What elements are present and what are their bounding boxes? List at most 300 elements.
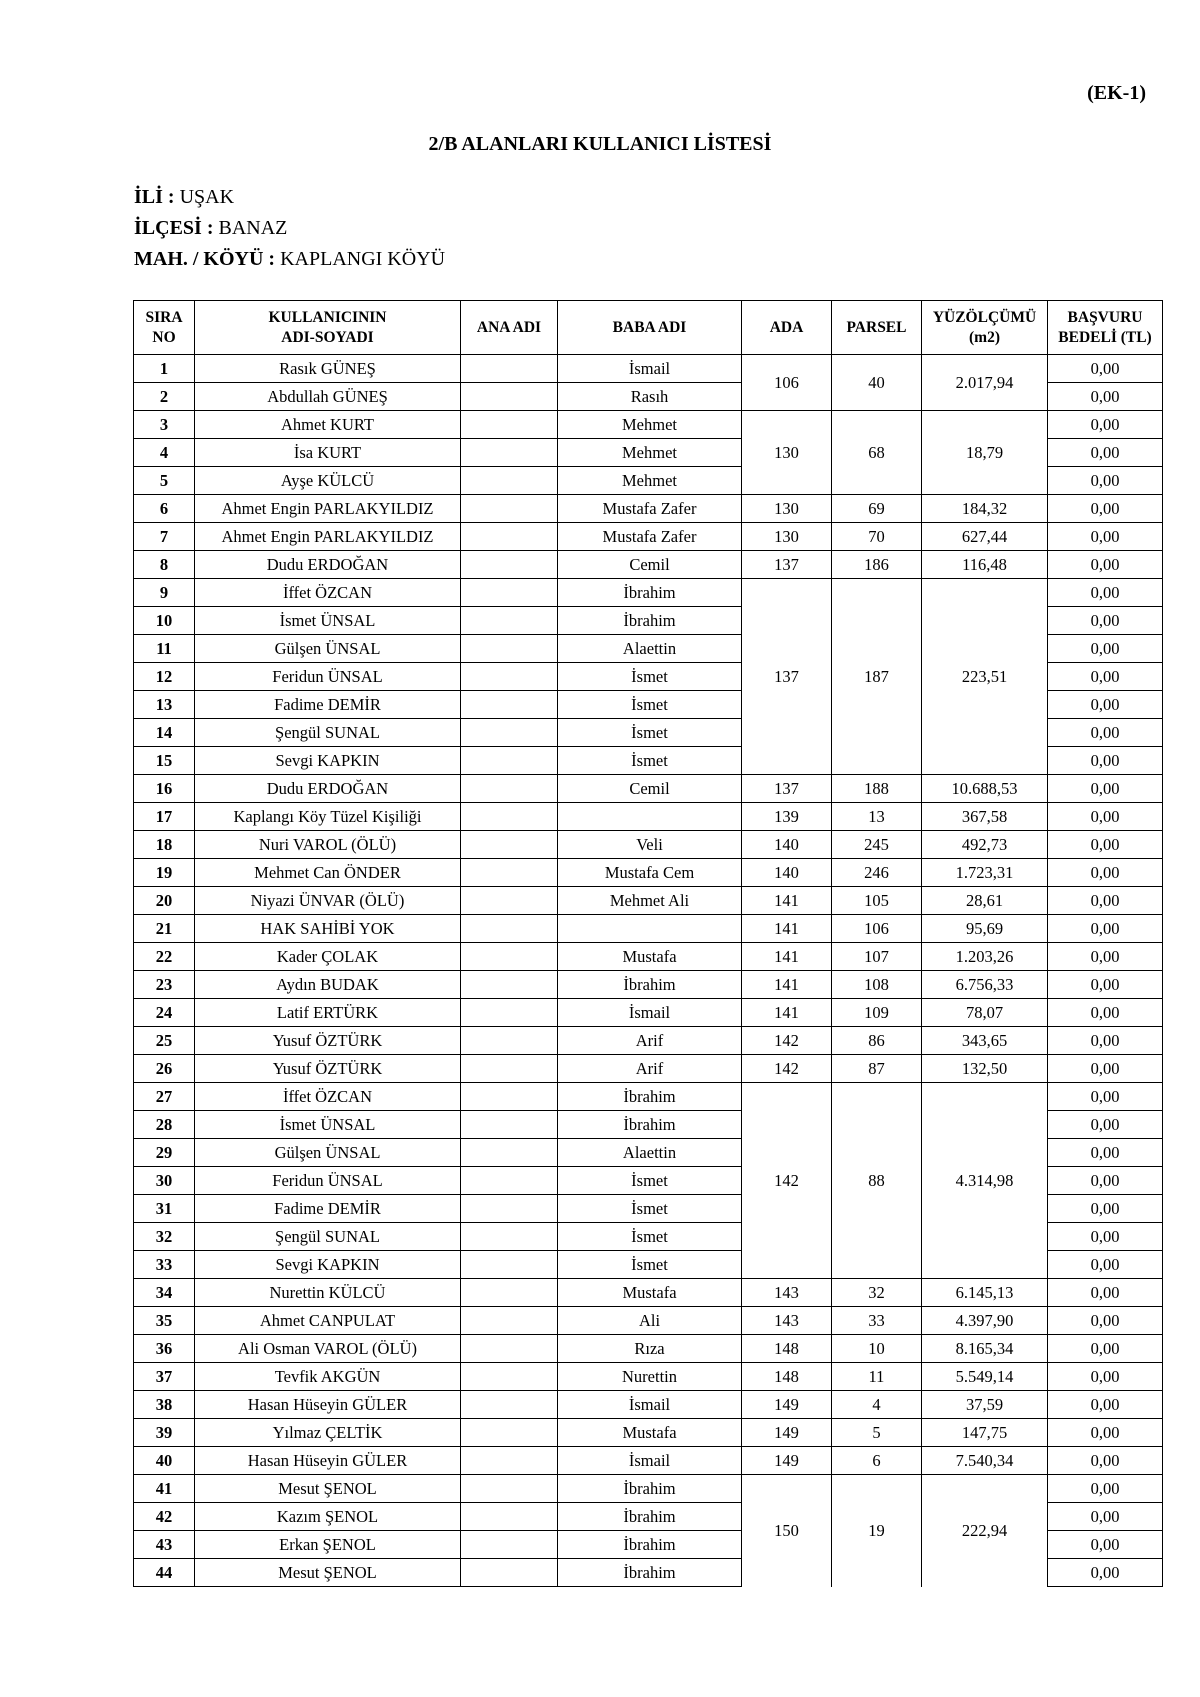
row-ada: 142 <box>742 1027 832 1055</box>
row-fee: 0,00 <box>1048 467 1163 495</box>
row-father: Cemil <box>558 775 742 803</box>
table-row <box>134 1475 1163 1503</box>
row-no: 25 <box>134 1027 195 1055</box>
row-mother <box>461 467 558 495</box>
table-row <box>134 1083 1163 1111</box>
row-mother <box>461 1055 558 1083</box>
row-yuz: 95,69 <box>922 915 1048 943</box>
row-name: Mesut ŞENOL <box>195 1475 461 1503</box>
row-mother <box>461 803 558 831</box>
row-no: 37 <box>134 1363 195 1391</box>
row-yuz: 343,65 <box>922 1027 1048 1055</box>
table-row <box>134 887 1163 915</box>
page-title: 2/B ALANLARI KULLANICI LİSTESİ <box>428 133 772 155</box>
row-father: Mehmet Ali <box>558 887 742 915</box>
row-name: Sevgi KAPKIN <box>195 747 461 775</box>
row-name: Nurettin KÜLCÜ <box>195 1279 461 1307</box>
row-name: Yusuf ÖZTÜRK <box>195 1055 461 1083</box>
row-fee: 0,00 <box>1048 999 1163 1027</box>
row-name: Fadime DEMİR <box>195 1195 461 1223</box>
row-mother <box>461 1027 558 1055</box>
row-parsel: 188 <box>832 775 922 803</box>
row-mother <box>461 915 558 943</box>
row-name: Feridun ÜNSAL <box>195 663 461 691</box>
row-parsel: 105 <box>832 887 922 915</box>
row-yuz: 37,59 <box>922 1391 1048 1419</box>
row-mother <box>461 1223 558 1251</box>
row-mother <box>461 775 558 803</box>
row-fee: 0,00 <box>1048 1335 1163 1363</box>
row-parsel: 187 <box>832 579 922 775</box>
row-no: 30 <box>134 1167 195 1195</box>
row-fee: 0,00 <box>1048 1167 1163 1195</box>
row-no: 8 <box>134 551 195 579</box>
header-fee: BAŞVURU BEDELİ (TL) <box>1048 301 1163 355</box>
row-parsel: 186 <box>832 551 922 579</box>
row-name: Erkan ŞENOL <box>195 1531 461 1559</box>
row-mother <box>461 607 558 635</box>
row-fee: 0,00 <box>1048 663 1163 691</box>
row-father: İsmail <box>558 999 742 1027</box>
village-line <box>134 248 445 271</box>
row-no: 15 <box>134 747 195 775</box>
table-row <box>134 999 1163 1027</box>
table-row <box>134 523 1163 551</box>
row-mother <box>461 1251 558 1279</box>
row-yuz: 367,58 <box>922 803 1048 831</box>
row-no: 16 <box>134 775 195 803</box>
table-row <box>134 1307 1163 1335</box>
province-line <box>134 186 234 209</box>
row-name: İsmet ÜNSAL <box>195 1111 461 1139</box>
row-fee: 0,00 <box>1048 1195 1163 1223</box>
row-mother <box>461 691 558 719</box>
row-no: 1 <box>134 355 195 383</box>
row-ada: 140 <box>742 831 832 859</box>
row-name: Dudu ERDOĞAN <box>195 551 461 579</box>
table-row <box>134 971 1163 999</box>
row-name: Kader ÇOLAK <box>195 943 461 971</box>
row-ada: 141 <box>742 999 832 1027</box>
row-fee: 0,00 <box>1048 1391 1163 1419</box>
row-name: Nuri VAROL (ÖLÜ) <box>195 831 461 859</box>
header-area: YÜZÖLÇÜMÜ (m2) <box>922 301 1048 355</box>
row-fee: 0,00 <box>1048 1139 1163 1167</box>
row-fee: 0,00 <box>1048 1055 1163 1083</box>
row-name: Gülşen ÜNSAL <box>195 1139 461 1167</box>
row-name: İsa KURT <box>195 439 461 467</box>
row-yuz: 2.017,94 <box>922 355 1048 411</box>
row-parsel: 246 <box>832 859 922 887</box>
row-ada: 106 <box>742 355 832 411</box>
row-no: 27 <box>134 1083 195 1111</box>
header-father: BABA ADI <box>558 301 742 355</box>
row-fee: 0,00 <box>1048 1279 1163 1307</box>
row-fee: 0,00 <box>1048 803 1163 831</box>
row-father: Veli <box>558 831 742 859</box>
row-name: Şengül SUNAL <box>195 1223 461 1251</box>
row-name: Mesut ŞENOL <box>195 1559 461 1587</box>
row-fee: 0,00 <box>1048 943 1163 971</box>
row-mother <box>461 1363 558 1391</box>
row-parsel: 6 <box>832 1447 922 1475</box>
row-father: İsmet <box>558 747 742 775</box>
row-yuz: 7.540,34 <box>922 1447 1048 1475</box>
row-no: 4 <box>134 439 195 467</box>
row-father: İbrahim <box>558 1475 742 1503</box>
header-sira: SIRA NO <box>134 301 195 355</box>
row-fee: 0,00 <box>1048 383 1163 411</box>
row-no: 22 <box>134 943 195 971</box>
row-ada: 141 <box>742 943 832 971</box>
row-ada: 140 <box>742 859 832 887</box>
row-fee: 0,00 <box>1048 1503 1163 1531</box>
row-name: Aydın BUDAK <box>195 971 461 999</box>
row-no: 18 <box>134 831 195 859</box>
row-yuz: 492,73 <box>922 831 1048 859</box>
row-no: 26 <box>134 1055 195 1083</box>
annex-label: (EK-1) <box>1087 82 1146 104</box>
row-parsel: 70 <box>832 523 922 551</box>
row-no: 3 <box>134 411 195 439</box>
row-mother <box>461 1419 558 1447</box>
table-row <box>134 859 1163 887</box>
row-parsel: 13 <box>832 803 922 831</box>
row-father: Mustafa <box>558 943 742 971</box>
row-mother <box>461 943 558 971</box>
row-ada: 137 <box>742 775 832 803</box>
row-parsel: 107 <box>832 943 922 971</box>
row-name: Kazım ŞENOL <box>195 1503 461 1531</box>
table-row <box>134 775 1163 803</box>
row-ada: 130 <box>742 411 832 495</box>
row-name: Mehmet Can ÖNDER <box>195 859 461 887</box>
row-fee: 0,00 <box>1048 1419 1163 1447</box>
district-value: BANAZ <box>218 217 288 239</box>
row-fee: 0,00 <box>1048 1363 1163 1391</box>
row-name: İsmet ÜNSAL <box>195 607 461 635</box>
row-mother <box>461 1307 558 1335</box>
row-fee: 0,00 <box>1048 691 1163 719</box>
row-yuz: 627,44 <box>922 523 1048 551</box>
village-label: MAH. / KÖYÜ : <box>134 248 276 270</box>
row-mother <box>461 1083 558 1111</box>
row-fee: 0,00 <box>1048 1111 1163 1139</box>
row-mother <box>461 355 558 383</box>
table-row <box>134 411 1163 439</box>
header-parsel: PARSEL <box>832 301 922 355</box>
row-name: İffet ÖZCAN <box>195 1083 461 1111</box>
table-row <box>134 831 1163 859</box>
row-father: İbrahim <box>558 1083 742 1111</box>
row-father: Mustafa Zafer <box>558 495 742 523</box>
row-mother <box>461 719 558 747</box>
row-fee: 0,00 <box>1048 635 1163 663</box>
row-mother <box>461 1447 558 1475</box>
table-row <box>134 1027 1163 1055</box>
row-yuz: 8.165,34 <box>922 1335 1048 1363</box>
row-mother <box>461 523 558 551</box>
row-mother <box>461 747 558 775</box>
row-father: İsmet <box>558 663 742 691</box>
row-fee: 0,00 <box>1048 1475 1163 1503</box>
row-fee: 0,00 <box>1048 831 1163 859</box>
row-fee: 0,00 <box>1048 719 1163 747</box>
row-ada: 142 <box>742 1055 832 1083</box>
row-father: İsmail <box>558 355 742 383</box>
row-no: 36 <box>134 1335 195 1363</box>
province-label: İLİ : <box>134 186 175 208</box>
row-yuz: 28,61 <box>922 887 1048 915</box>
row-father: İsmail <box>558 1447 742 1475</box>
row-yuz: 223,51 <box>922 579 1048 775</box>
row-no: 39 <box>134 1419 195 1447</box>
row-name: Rasık GÜNEŞ <box>195 355 461 383</box>
row-no: 44 <box>134 1559 195 1587</box>
row-father: İbrahim <box>558 1531 742 1559</box>
row-no: 43 <box>134 1531 195 1559</box>
row-mother <box>461 1167 558 1195</box>
row-no: 17 <box>134 803 195 831</box>
row-fee: 0,00 <box>1048 411 1163 439</box>
row-mother <box>461 1139 558 1167</box>
row-father: İbrahim <box>558 579 742 607</box>
row-father: Mustafa <box>558 1419 742 1447</box>
row-ada: 141 <box>742 887 832 915</box>
row-name: Hasan Hüseyin GÜLER <box>195 1391 461 1419</box>
row-name: Sevgi KAPKIN <box>195 1251 461 1279</box>
row-yuz: 1.723,31 <box>922 859 1048 887</box>
row-fee: 0,00 <box>1048 607 1163 635</box>
row-father: İsmet <box>558 1223 742 1251</box>
row-name: Hasan Hüseyin GÜLER <box>195 1447 461 1475</box>
row-father: Mustafa <box>558 1279 742 1307</box>
row-father: İsmet <box>558 691 742 719</box>
row-name: Ali Osman VAROL (ÖLÜ) <box>195 1335 461 1363</box>
row-no: 40 <box>134 1447 195 1475</box>
row-mother <box>461 439 558 467</box>
row-name: Ahmet KURT <box>195 411 461 439</box>
row-parsel: 33 <box>832 1307 922 1335</box>
row-father: Rasıh <box>558 383 742 411</box>
user-list-table <box>133 300 1163 1587</box>
row-mother <box>461 495 558 523</box>
row-mother <box>461 1279 558 1307</box>
row-parsel: 32 <box>832 1279 922 1307</box>
row-yuz: 6.145,13 <box>922 1279 1048 1307</box>
table-row <box>134 1279 1163 1307</box>
row-name: Ahmet Engin PARLAKYILDIZ <box>195 495 461 523</box>
row-name: Ahmet Engin PARLAKYILDIZ <box>195 523 461 551</box>
row-fee: 0,00 <box>1048 439 1163 467</box>
row-parsel: 5 <box>832 1419 922 1447</box>
table-row <box>134 1447 1163 1475</box>
row-fee: 0,00 <box>1048 775 1163 803</box>
table-row <box>134 1055 1163 1083</box>
row-mother <box>461 383 558 411</box>
row-fee: 0,00 <box>1048 1531 1163 1559</box>
row-father: Arif <box>558 1027 742 1055</box>
row-parsel: 4 <box>832 1391 922 1419</box>
row-father: İsmet <box>558 1251 742 1279</box>
row-fee: 0,00 <box>1048 1447 1163 1475</box>
row-name: Latif ERTÜRK <box>195 999 461 1027</box>
row-father: Mustafa Zafer <box>558 523 742 551</box>
row-ada: 150 <box>742 1475 832 1587</box>
row-parsel: 87 <box>832 1055 922 1083</box>
row-parsel: 69 <box>832 495 922 523</box>
row-father: İbrahim <box>558 1559 742 1587</box>
row-fee: 0,00 <box>1048 495 1163 523</box>
row-no: 28 <box>134 1111 195 1139</box>
row-father: İsmet <box>558 1195 742 1223</box>
district-line <box>134 217 287 240</box>
row-ada: 148 <box>742 1335 832 1363</box>
row-no: 12 <box>134 663 195 691</box>
row-no: 29 <box>134 1139 195 1167</box>
row-mother <box>461 859 558 887</box>
row-no: 35 <box>134 1307 195 1335</box>
row-no: 31 <box>134 1195 195 1223</box>
row-ada: 149 <box>742 1447 832 1475</box>
row-mother <box>461 831 558 859</box>
row-mother <box>461 1111 558 1139</box>
row-name: Yılmaz ÇELTİK <box>195 1419 461 1447</box>
row-ada: 143 <box>742 1279 832 1307</box>
row-no: 10 <box>134 607 195 635</box>
row-parsel: 86 <box>832 1027 922 1055</box>
row-name: İffet ÖZCAN <box>195 579 461 607</box>
row-yuz: 4.314,98 <box>922 1083 1048 1279</box>
row-father: Mehmet <box>558 467 742 495</box>
row-name: Ayşe KÜLCÜ <box>195 467 461 495</box>
row-mother <box>461 1503 558 1531</box>
table-row <box>134 551 1163 579</box>
row-mother <box>461 971 558 999</box>
row-parsel: 10 <box>832 1335 922 1363</box>
table-row <box>134 1363 1163 1391</box>
row-fee: 0,00 <box>1048 915 1163 943</box>
row-yuz: 147,75 <box>922 1419 1048 1447</box>
row-parsel: 11 <box>832 1363 922 1391</box>
table-row <box>134 1335 1163 1363</box>
row-yuz: 10.688,53 <box>922 775 1048 803</box>
row-name: Feridun ÜNSAL <box>195 1167 461 1195</box>
row-fee: 0,00 <box>1048 1027 1163 1055</box>
table-header-row <box>134 301 1163 355</box>
row-ada: 141 <box>742 915 832 943</box>
row-father: Alaettin <box>558 635 742 663</box>
row-no: 32 <box>134 1223 195 1251</box>
row-no: 42 <box>134 1503 195 1531</box>
row-no: 41 <box>134 1475 195 1503</box>
table-row <box>134 943 1163 971</box>
row-ada: 148 <box>742 1363 832 1391</box>
district-label: İLÇESİ : <box>134 217 214 239</box>
row-mother <box>461 635 558 663</box>
row-fee: 0,00 <box>1048 859 1163 887</box>
table-row <box>134 803 1163 831</box>
row-yuz: 78,07 <box>922 999 1048 1027</box>
row-fee: 0,00 <box>1048 1083 1163 1111</box>
row-ada: 143 <box>742 1307 832 1335</box>
row-parsel: 40 <box>832 355 922 411</box>
row-ada: 137 <box>742 551 832 579</box>
row-name: Kaplangı Köy Tüzel Kişiliği <box>195 803 461 831</box>
row-no: 19 <box>134 859 195 887</box>
header-name: KULLANICININ ADI-SOYADI <box>195 301 461 355</box>
row-parsel: 245 <box>832 831 922 859</box>
row-ada: 149 <box>742 1419 832 1447</box>
row-mother <box>461 551 558 579</box>
row-name: Yusuf ÖZTÜRK <box>195 1027 461 1055</box>
row-parsel: 106 <box>832 915 922 943</box>
row-yuz: 116,48 <box>922 551 1048 579</box>
row-name: Ahmet CANPULAT <box>195 1307 461 1335</box>
table-row <box>134 1391 1163 1419</box>
row-yuz: 4.397,90 <box>922 1307 1048 1335</box>
row-mother <box>461 887 558 915</box>
row-ada: 149 <box>742 1391 832 1419</box>
row-mother <box>461 1531 558 1559</box>
row-fee: 0,00 <box>1048 355 1163 383</box>
row-name: Niyazi ÜNVAR (ÖLÜ) <box>195 887 461 915</box>
row-no: 5 <box>134 467 195 495</box>
row-yuz: 132,50 <box>922 1055 1048 1083</box>
row-father <box>558 803 742 831</box>
row-mother <box>461 579 558 607</box>
row-father: İsmail <box>558 1391 742 1419</box>
row-parsel: 19 <box>832 1475 922 1587</box>
row-name: Gülşen ÜNSAL <box>195 635 461 663</box>
row-father: İsmet <box>558 1167 742 1195</box>
row-father: İbrahim <box>558 607 742 635</box>
row-father: Mehmet <box>558 411 742 439</box>
row-father <box>558 915 742 943</box>
row-mother <box>461 1475 558 1503</box>
row-ada: 137 <box>742 579 832 775</box>
row-no: 34 <box>134 1279 195 1307</box>
row-father: Rıza <box>558 1335 742 1363</box>
row-ada: 142 <box>742 1083 832 1279</box>
row-name: Şengül SUNAL <box>195 719 461 747</box>
row-mother <box>461 1391 558 1419</box>
row-name: Tevfik AKGÜN <box>195 1363 461 1391</box>
row-yuz: 222,94 <box>922 1475 1048 1587</box>
row-fee: 0,00 <box>1048 1223 1163 1251</box>
row-no: 24 <box>134 999 195 1027</box>
row-father: İbrahim <box>558 971 742 999</box>
row-ada: 130 <box>742 523 832 551</box>
header-ada: ADA <box>742 301 832 355</box>
row-mother <box>461 411 558 439</box>
row-ada: 130 <box>742 495 832 523</box>
row-ada: 139 <box>742 803 832 831</box>
row-yuz: 18,79 <box>922 411 1048 495</box>
table-row <box>134 495 1163 523</box>
row-parsel: 109 <box>832 999 922 1027</box>
row-no: 6 <box>134 495 195 523</box>
row-no: 2 <box>134 383 195 411</box>
row-mother <box>461 663 558 691</box>
row-father: İsmet <box>558 719 742 747</box>
row-no: 14 <box>134 719 195 747</box>
row-no: 38 <box>134 1391 195 1419</box>
row-no: 11 <box>134 635 195 663</box>
row-fee: 0,00 <box>1048 971 1163 999</box>
row-fee: 0,00 <box>1048 1559 1163 1587</box>
row-mother <box>461 999 558 1027</box>
